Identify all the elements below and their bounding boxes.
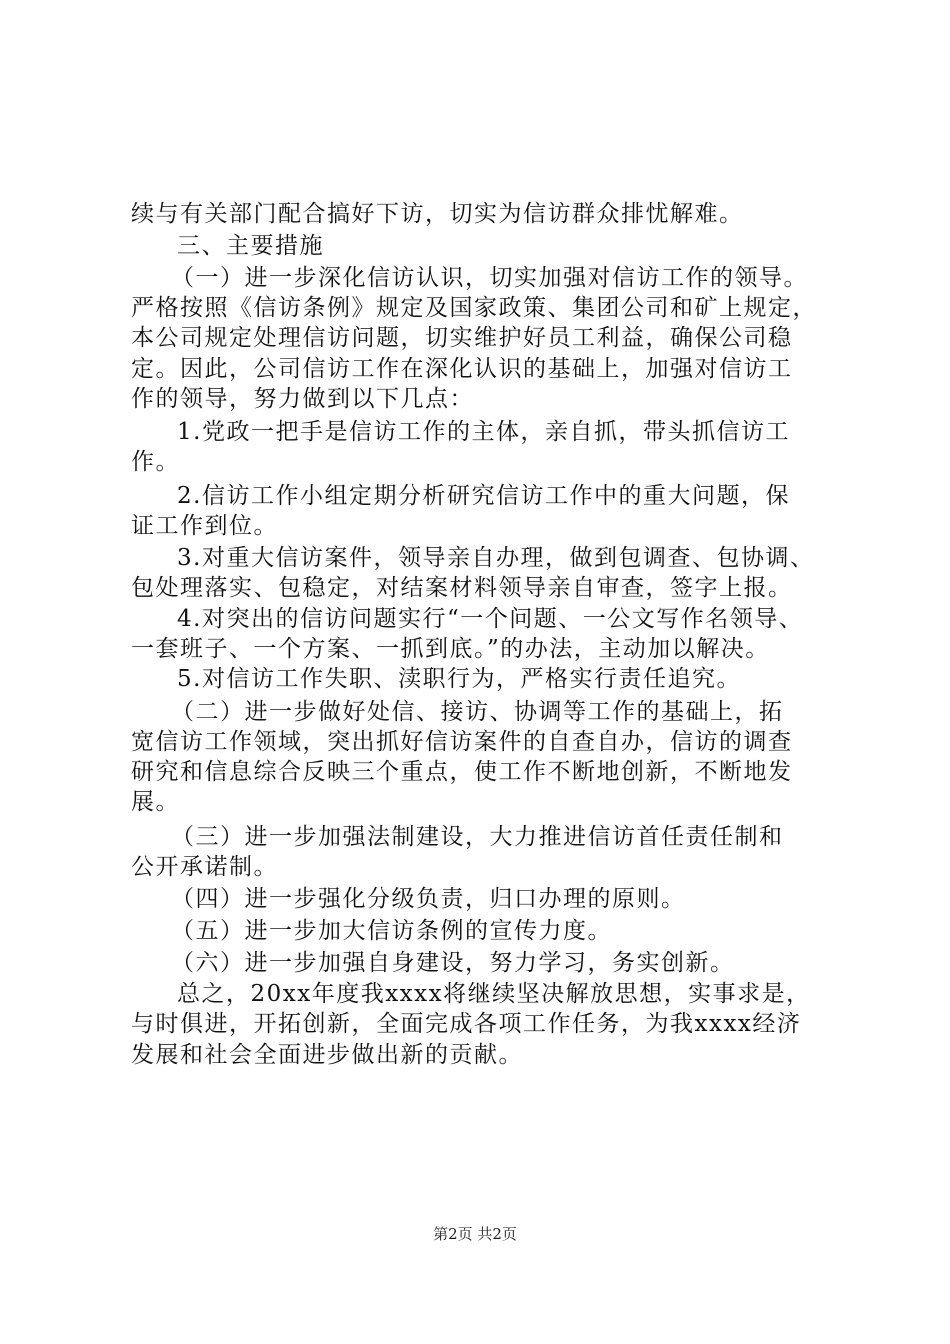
body-text-line: 宽信访工作领域，突出抓好信访案件的自查自办，信访的调查: [131, 729, 793, 755]
summary-text-line: 与时俱进，开拓创新，全面完成各项工作任务，为我xxxx经济: [131, 1011, 802, 1037]
body-text-line: 严格按照《信访条例》规定及国家政策、集团公司和矿上规定，: [131, 295, 817, 321]
list-item-line: 作。: [131, 449, 180, 475]
list-item-line: 证工作到位。: [131, 513, 278, 539]
list-item-line: 一套班子、一个方案、一抓到底。”的办法，主动加以解决。: [131, 636, 770, 662]
body-text-line: 本公司规定处理信访问题，切实维护好员工利益，确保公司稳: [131, 325, 793, 351]
subsection-heading: （三）进一步加强法制建设，大力推进信访首任责任制和: [171, 824, 784, 850]
subsection-heading: （一）进一步深化信访认识，切实加强对信访工作的领导。: [171, 265, 808, 291]
list-item-line: 3.对重大信访案件，领导亲自办理，做到包调查、包协调、: [177, 545, 815, 571]
subsection-heading: （六）进一步加强自身建设，努力学习，务实创新。: [171, 950, 735, 976]
body-text-line: 定。因此，公司信访工作在深化认识的基础上，加强对信访工: [131, 356, 793, 382]
page-number-footer: 第2页 共2页: [433, 1225, 517, 1243]
list-item-line: 2.信访工作小组定期分析研究信访工作中的重大问题，保: [177, 483, 790, 509]
section-heading: 三、主要措施: [177, 233, 324, 259]
subsection-heading: （四）进一步强化分级负责，归口办理的原则。: [171, 886, 686, 912]
list-item-line: 4.对突出的信访问题实行“一个问题、一公文写作名领导、: [177, 606, 804, 632]
list-item-line: 1.党政一把手是信访工作的主体，亲自抓，带头抓信访工: [177, 419, 790, 445]
list-item-line: 5.对信访工作失职、渎职行为，严格实行责任追究。: [177, 666, 741, 692]
body-text-line: 作的领导，努力做到以下几点：: [131, 386, 474, 412]
subsection-heading: （二）进一步做好处信、接访、协调等工作的基础上，拓: [171, 699, 784, 725]
body-text-line: 公开承诺制。: [131, 854, 278, 880]
summary-text-line: 总之，20xx年度我xxxx将继续坚决解放思想，实事求是，: [177, 981, 811, 1007]
subsection-heading: （五）进一步加大信访条例的宣传力度。: [171, 918, 612, 944]
body-text-line: 展。: [131, 789, 180, 815]
summary-text-line: 发展和社会全面进步做出新的贡献。: [131, 1042, 523, 1068]
list-item-line: 包处理落实、包稳定，对结案材料领导亲自审查，签字上报。: [131, 575, 793, 601]
body-text-line: 研究和信息综合反映三个重点，使工作不断地创新，不断地发: [131, 759, 793, 785]
body-text-line: 续与有关部门配合搞好下访，切实为信访群众排忧解难。: [131, 201, 744, 227]
